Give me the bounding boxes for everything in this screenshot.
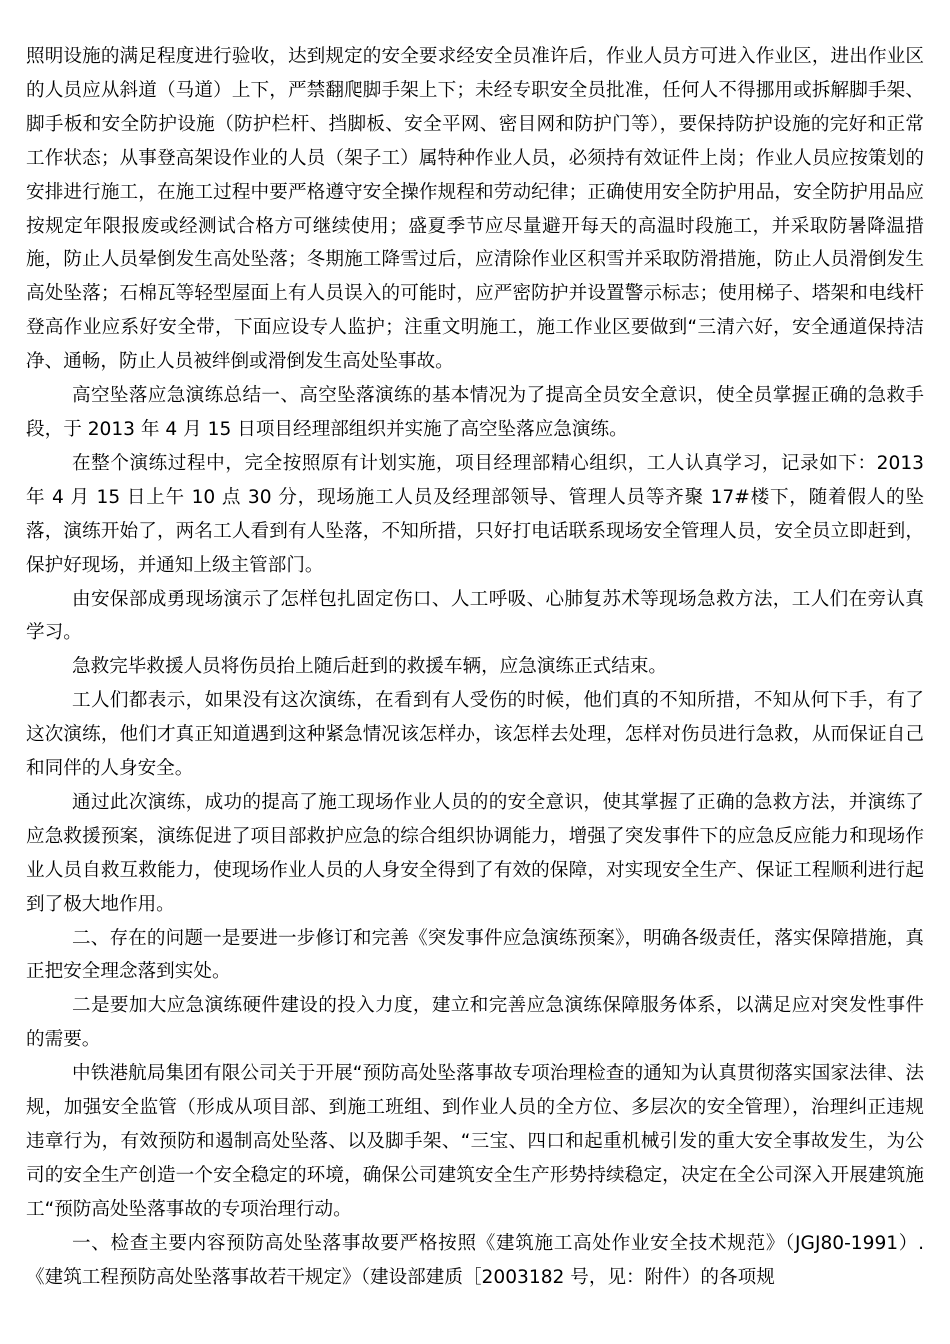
paragraph-problems-two: 二是要加大应急演练硬件建设的投入力度，建立和完善应急演练保障服务体系，以满足应对突发性事件的需要。 [26,995,924,1051]
paragraph-drill-end: 急救完毕救援人员将伤员抬上随后赶到的救援车辆，应急演练正式结束。 [72,656,668,678]
paragraph-first-aid-demo: 由安保部成勇现场演示了怎样包扎固定伤口、人工呼吸、心肺复苏术等现场急救方法，工人们在旁认真学习。 [26,588,924,644]
paragraph-drill-results: 通过此次演练，成功的提高了施工现场作业人员的的安全意识，使其掌握了正确的急救方法，并演练了应急救援预案，演练促进了项目部救护应急的综合组织协调能力，增强了突发事件下的应急反应能力和现场作业人员自救互救能力，使现场作业人员的人身安全得到了有效的保障，对实现安全生产、保证工程顺利进行起到了极大地作用。 [26,791,924,915]
paragraph-worker-feedback: 工人们都表示，如果没有这次演练，在看到有人受伤的时候，他们真的不知所措，不知从何下手，有了这次演练，他们才真正知道遇到这种紧急情况该怎样办，该怎样去处理，怎样对伤员进行急救，从而保证自己和同伴的人身安全。 [26,690,924,780]
paragraph-drill-overview: 高空坠落应急演练总结一、高空坠落演练的基本情况为了提高全员安全意识，使全员掌握正确的急救手段，于 2013 年 4 月 15 日项目经理部组织并实施了高空坠落应急演练。 [26,385,924,440]
paragraph-problems-one: 二、存在的问题一是要进一步修订和完善《突发事件应急演练预案》，明确各级责任，落实保障措施，真正把安全理念落到实处。 [26,927,924,983]
paragraph-inspection-content: 一、检查主要内容预防高处坠落事故要严格按照《建筑施工高处作业安全技术规范》（JGJ80-1991）.《建筑工程预防高处坠落事故若干规定》（建设部建质［2003182 号，见：附件）的各项规 [26,1232,924,1288]
paragraph-drill-process: 在整个演练过程中，完全按照原有计划实施，项目经理部精心组织，工人认真学习，记录如下：2013 年 4 月 15 日上午 10 点 30 分，现场施工人员及经理部领导、管理人员等齐聚 17#楼下，随着假人的坠落，演练开始了，两名工人看到有人坠落，不知所措，只好打电话联系现场安全管理人员，安全员立即赶到，保护好现场，并通知上级主管部门。 [26,452,924,576]
paragraph-company-notice: 中铁港航局集团有限公司关于开展“预防高处坠落事故专项治理检查的通知为认真贯彻落实国家法律、法规，加强安全监管（形成从项目部、到施工班组、到作业人员的全方位、多层次的安全管理），治理纠正违规违章行为，有效预防和遏制高处坠落、以及脚手架、“三宝、四口和起重机械引发的重大安全事故发生，为公司的安全生产创造一个安全稳定的环境，确保公司建筑安全生产形势持续稳定，决定在全公司深入开展建筑施工“预防高处坠落事故的专项治理行动。 [26,1063,924,1220]
document-page [26,40,924,1295]
paragraph-safety-requirements: 照明设施的满足程度进行验收，达到规定的安全要求经安全员准许后，作业人员方可进入作业区，进出作业区的人员应从斜道（马道）上下，严禁翻爬脚手架上下；未经专职安全员批准，任何人不得挪用或拆解脚手架、脚手板和安全防护设施（防护栏杆、挡脚板、安全平网、密目网和防护门等），要保持防护设施的完好和正常工作状态；从事登高架设作业的人员（架子工）属特种作业人员，必须持有效证件上岗；作业人员应按策划的安排进行施工，在施工过程中要严格遵守安全操作规程和劳动纪律；正确使用安全防护用品，安全防护用品应按规定年限报废或经测试合格方可继续使用；盛夏季节应尽量避开每天的高温时段施工，并采取防暑降温措施，防止人员晕倒发生高处坠落；冬期施工降雪过后，应清除作业区积雪并采取防滑措施，防止人员滑倒发生高处坠落；石棉瓦等轻型屋面上有人员误入的可能时，应严密防护并设置警示标志；使用梯子、塔架和电线杆登高作业应系好安全带，下面应设专人监护；注重文明施工，施工作业区要做到“三清六好，安全通道保持洁净、通畅，防止人员被绊倒或滑倒发生高处坠事故。 [26,46,924,373]
